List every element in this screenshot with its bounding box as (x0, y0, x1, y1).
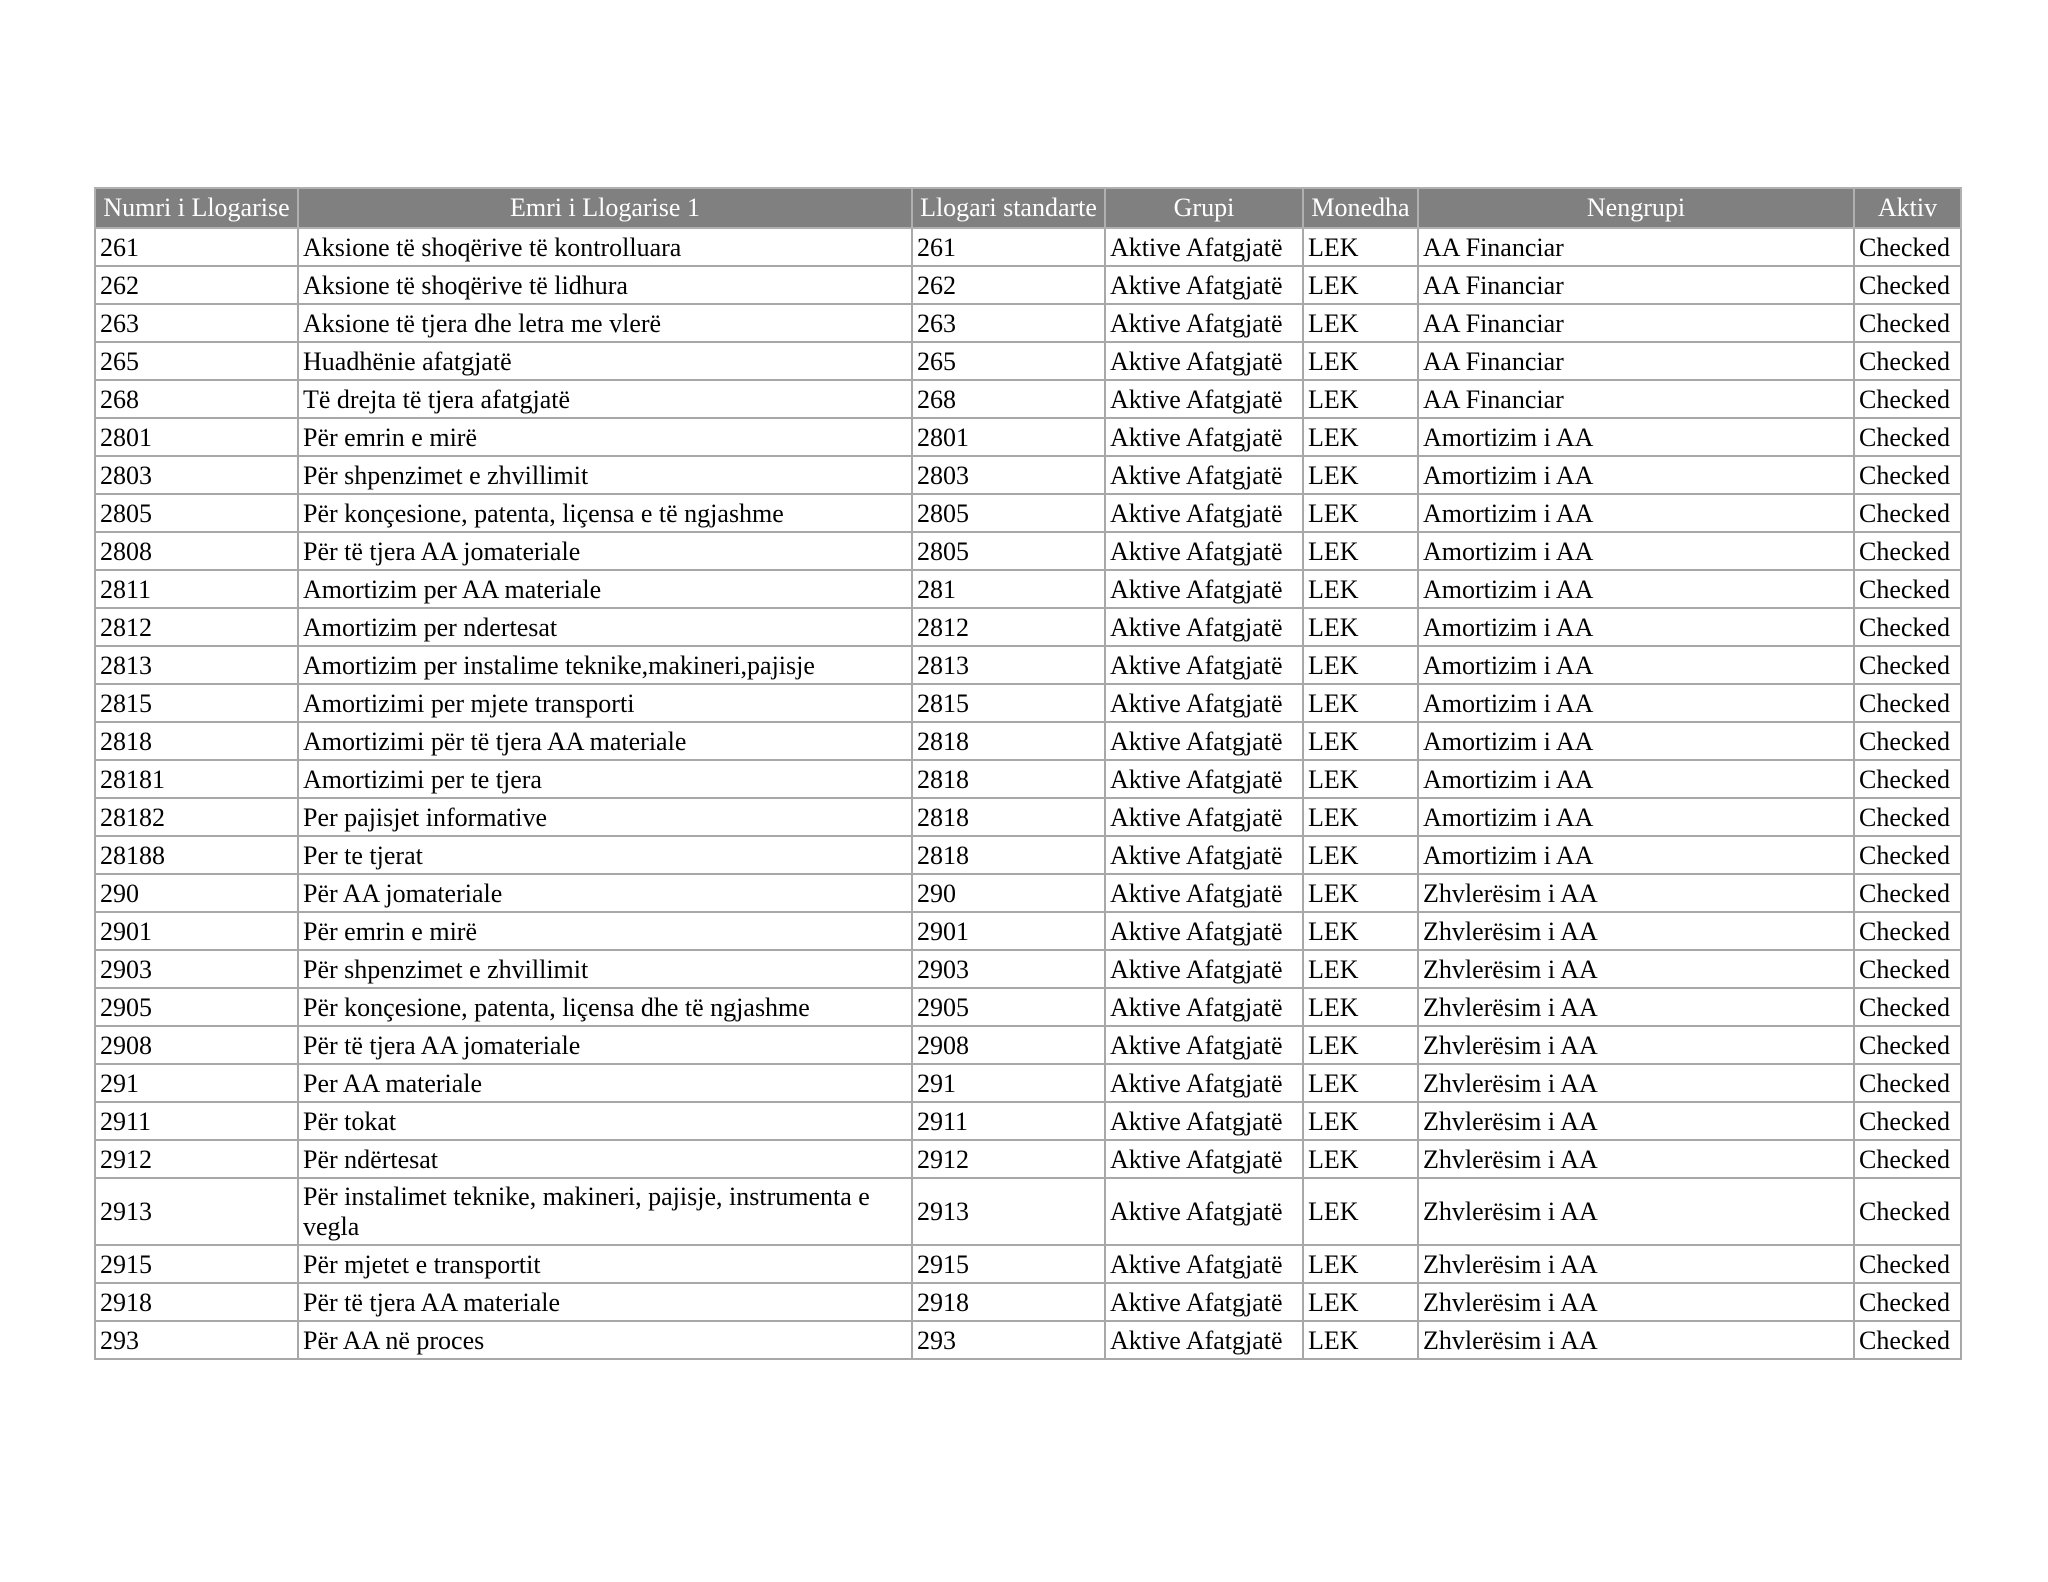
cell-account-number: 2813 (95, 646, 298, 684)
cell-standard-account: 2803 (912, 456, 1105, 494)
cell-active: Checked (1854, 988, 1961, 1026)
cell-subgroup: Zhvlerësim i AA (1418, 1245, 1854, 1283)
cell-active: Checked (1854, 570, 1961, 608)
cell-group: Aktive Afatgjatë (1105, 228, 1303, 266)
cell-active: Checked (1854, 1064, 1961, 1102)
table-body (95, 228, 1961, 1359)
cell-group: Aktive Afatgjatë (1105, 342, 1303, 380)
cell-account-number: 2905 (95, 988, 298, 1026)
table-row (95, 1245, 1961, 1283)
cell-currency: LEK (1303, 380, 1418, 418)
cell-subgroup: Zhvlerësim i AA (1418, 1026, 1854, 1064)
cell-standard-account: 2818 (912, 798, 1105, 836)
cell-currency: LEK (1303, 1140, 1418, 1178)
cell-subgroup: Zhvlerësim i AA (1418, 1321, 1854, 1359)
cell-active: Checked (1854, 608, 1961, 646)
cell-active: Checked (1854, 1321, 1961, 1359)
cell-standard-account: 2913 (912, 1178, 1105, 1245)
cell-standard-account: 263 (912, 304, 1105, 342)
cell-account-name: Për konçesione, patenta, liçensa dhe të ngjashme (298, 988, 912, 1026)
cell-subgroup: Amortizim i AA (1418, 608, 1854, 646)
cell-account-number: 2915 (95, 1245, 298, 1283)
cell-standard-account: 2905 (912, 988, 1105, 1026)
table-row (95, 570, 1961, 608)
table-row (95, 874, 1961, 912)
cell-account-name: Amortizimi per te tjera (298, 760, 912, 798)
cell-account-name: Për konçesione, patenta, liçensa e të ngjashme (298, 494, 912, 532)
table-row (95, 418, 1961, 456)
table-row (95, 494, 1961, 532)
cell-currency: LEK (1303, 532, 1418, 570)
table-row (95, 342, 1961, 380)
cell-account-name: Për mjetet e transportit (298, 1245, 912, 1283)
cell-active: Checked (1854, 798, 1961, 836)
cell-standard-account: 2805 (912, 532, 1105, 570)
cell-account-name: Për AA në proces (298, 1321, 912, 1359)
cell-currency: LEK (1303, 570, 1418, 608)
cell-group: Aktive Afatgjatë (1105, 266, 1303, 304)
cell-account-name: Për instalimet teknike, makineri, pajisje, instrumenta e vegla (298, 1178, 912, 1245)
cell-standard-account: 2812 (912, 608, 1105, 646)
cell-active: Checked (1854, 722, 1961, 760)
cell-account-name: Per te tjerat (298, 836, 912, 874)
column-header-group: Grupi (1105, 188, 1303, 228)
column-header-standard-account: Llogari standarte (912, 188, 1105, 228)
cell-currency: LEK (1303, 988, 1418, 1026)
cell-standard-account: 2915 (912, 1245, 1105, 1283)
cell-active: Checked (1854, 1178, 1961, 1245)
table-row (95, 380, 1961, 418)
cell-account-number: 268 (95, 380, 298, 418)
cell-subgroup: AA Financiar (1418, 228, 1854, 266)
cell-group: Aktive Afatgjatë (1105, 380, 1303, 418)
cell-account-number: 2903 (95, 950, 298, 988)
cell-active: Checked (1854, 1140, 1961, 1178)
cell-account-name: Për emrin e mirë (298, 912, 912, 950)
cell-currency: LEK (1303, 760, 1418, 798)
cell-account-number: 2818 (95, 722, 298, 760)
cell-active: Checked (1854, 304, 1961, 342)
cell-group: Aktive Afatgjatë (1105, 1064, 1303, 1102)
cell-group: Aktive Afatgjatë (1105, 1178, 1303, 1245)
cell-subgroup: Amortizim i AA (1418, 570, 1854, 608)
table-row (95, 608, 1961, 646)
table-row (95, 988, 1961, 1026)
cell-subgroup: Amortizim i AA (1418, 456, 1854, 494)
column-header-currency: Monedha (1303, 188, 1418, 228)
cell-active: Checked (1854, 760, 1961, 798)
cell-account-name: Per pajisjet informative (298, 798, 912, 836)
cell-standard-account: 291 (912, 1064, 1105, 1102)
cell-subgroup: Zhvlerësim i AA (1418, 1140, 1854, 1178)
cell-group: Aktive Afatgjatë (1105, 912, 1303, 950)
cell-account-number: 2901 (95, 912, 298, 950)
cell-group: Aktive Afatgjatë (1105, 874, 1303, 912)
cell-standard-account: 2903 (912, 950, 1105, 988)
cell-account-name: Amortizim per ndertesat (298, 608, 912, 646)
cell-group: Aktive Afatgjatë (1105, 456, 1303, 494)
cell-group: Aktive Afatgjatë (1105, 1140, 1303, 1178)
cell-account-number: 28182 (95, 798, 298, 836)
cell-account-name: Aksione të tjera dhe letra me vlerë (298, 304, 912, 342)
cell-standard-account: 268 (912, 380, 1105, 418)
table-row (95, 1026, 1961, 1064)
cell-subgroup: Amortizim i AA (1418, 646, 1854, 684)
cell-account-number: 291 (95, 1064, 298, 1102)
cell-account-number: 263 (95, 304, 298, 342)
cell-account-name: Për të tjera AA jomateriale (298, 532, 912, 570)
cell-account-name: Amortizim per instalime teknike,makineri,pajisje (298, 646, 912, 684)
cell-account-number: 2812 (95, 608, 298, 646)
cell-account-name: Aksione të shoqërive të kontrolluara (298, 228, 912, 266)
cell-group: Aktive Afatgjatë (1105, 988, 1303, 1026)
cell-standard-account: 2918 (912, 1283, 1105, 1321)
cell-active: Checked (1854, 1283, 1961, 1321)
cell-active: Checked (1854, 266, 1961, 304)
cell-group: Aktive Afatgjatë (1105, 1102, 1303, 1140)
table-row (95, 684, 1961, 722)
cell-group: Aktive Afatgjatë (1105, 494, 1303, 532)
cell-group: Aktive Afatgjatë (1105, 1245, 1303, 1283)
cell-account-name: Amortizimi per mjete transporti (298, 684, 912, 722)
cell-group: Aktive Afatgjatë (1105, 418, 1303, 456)
cell-subgroup: Amortizim i AA (1418, 684, 1854, 722)
cell-subgroup: AA Financiar (1418, 380, 1854, 418)
cell-account-name: Aksione të shoqërive të lidhura (298, 266, 912, 304)
cell-standard-account: 2908 (912, 1026, 1105, 1064)
cell-account-name: Për shpenzimet e zhvillimit (298, 950, 912, 988)
cell-currency: LEK (1303, 266, 1418, 304)
table-row (95, 760, 1961, 798)
column-header-subgroup: Nengrupi (1418, 188, 1854, 228)
cell-subgroup: Zhvlerësim i AA (1418, 950, 1854, 988)
cell-standard-account: 265 (912, 342, 1105, 380)
cell-group: Aktive Afatgjatë (1105, 1026, 1303, 1064)
table-row (95, 1178, 1961, 1245)
cell-group: Aktive Afatgjatë (1105, 684, 1303, 722)
cell-subgroup: AA Financiar (1418, 304, 1854, 342)
cell-account-name: Për të tjera AA materiale (298, 1283, 912, 1321)
cell-currency: LEK (1303, 304, 1418, 342)
cell-active: Checked (1854, 532, 1961, 570)
cell-active: Checked (1854, 228, 1961, 266)
cell-active: Checked (1854, 494, 1961, 532)
cell-group: Aktive Afatgjatë (1105, 646, 1303, 684)
cell-currency: LEK (1303, 798, 1418, 836)
table-row (95, 532, 1961, 570)
cell-account-name: Të drejta të tjera afatgjatë (298, 380, 912, 418)
table-row (95, 1064, 1961, 1102)
table-header-row (95, 188, 1961, 228)
cell-active: Checked (1854, 456, 1961, 494)
table-row (95, 1102, 1961, 1140)
cell-account-number: 2805 (95, 494, 298, 532)
column-header-active: Aktiv (1854, 188, 1961, 228)
cell-standard-account: 2818 (912, 760, 1105, 798)
cell-currency: LEK (1303, 608, 1418, 646)
cell-standard-account: 2815 (912, 684, 1105, 722)
cell-group: Aktive Afatgjatë (1105, 836, 1303, 874)
cell-group: Aktive Afatgjatë (1105, 950, 1303, 988)
cell-active: Checked (1854, 836, 1961, 874)
table-row (95, 1283, 1961, 1321)
cell-currency: LEK (1303, 722, 1418, 760)
cell-group: Aktive Afatgjatë (1105, 304, 1303, 342)
cell-subgroup: Amortizim i AA (1418, 760, 1854, 798)
table-row (95, 456, 1961, 494)
cell-subgroup: Zhvlerësim i AA (1418, 1178, 1854, 1245)
cell-account-number: 293 (95, 1321, 298, 1359)
cell-standard-account: 281 (912, 570, 1105, 608)
cell-account-number: 2801 (95, 418, 298, 456)
cell-active: Checked (1854, 950, 1961, 988)
cell-standard-account: 290 (912, 874, 1105, 912)
cell-subgroup: Amortizim i AA (1418, 494, 1854, 532)
cell-account-name: Për shpenzimet e zhvillimit (298, 456, 912, 494)
cell-subgroup: AA Financiar (1418, 342, 1854, 380)
table-row (95, 266, 1961, 304)
cell-group: Aktive Afatgjatë (1105, 798, 1303, 836)
cell-active: Checked (1854, 380, 1961, 418)
cell-subgroup: Amortizim i AA (1418, 836, 1854, 874)
cell-account-name: Huadhënie afatgjatë (298, 342, 912, 380)
cell-subgroup: Zhvlerësim i AA (1418, 1064, 1854, 1102)
cell-group: Aktive Afatgjatë (1105, 532, 1303, 570)
cell-account-name: Amortizim per AA materiale (298, 570, 912, 608)
cell-standard-account: 2813 (912, 646, 1105, 684)
cell-active: Checked (1854, 646, 1961, 684)
cell-subgroup: Zhvlerësim i AA (1418, 988, 1854, 1026)
cell-group: Aktive Afatgjatë (1105, 722, 1303, 760)
cell-standard-account: 2801 (912, 418, 1105, 456)
cell-currency: LEK (1303, 342, 1418, 380)
cell-account-number: 2911 (95, 1102, 298, 1140)
table-row (95, 1140, 1961, 1178)
cell-subgroup: Amortizim i AA (1418, 532, 1854, 570)
cell-standard-account: 2818 (912, 722, 1105, 760)
cell-currency: LEK (1303, 1321, 1418, 1359)
cell-account-number: 290 (95, 874, 298, 912)
cell-account-number: 2918 (95, 1283, 298, 1321)
table-row (95, 836, 1961, 874)
cell-subgroup: AA Financiar (1418, 266, 1854, 304)
cell-currency: LEK (1303, 494, 1418, 532)
cell-group: Aktive Afatgjatë (1105, 570, 1303, 608)
cell-account-name: Amortizimi për të tjera AA materiale (298, 722, 912, 760)
cell-account-number: 2913 (95, 1178, 298, 1245)
cell-account-number: 261 (95, 228, 298, 266)
cell-standard-account: 261 (912, 228, 1105, 266)
cell-currency: LEK (1303, 1102, 1418, 1140)
cell-currency: LEK (1303, 684, 1418, 722)
table-row (95, 912, 1961, 950)
cell-currency: LEK (1303, 950, 1418, 988)
table-row (95, 228, 1961, 266)
table-row (95, 950, 1961, 988)
cell-group: Aktive Afatgjatë (1105, 608, 1303, 646)
table-row (95, 798, 1961, 836)
cell-group: Aktive Afatgjatë (1105, 1321, 1303, 1359)
cell-account-name: Për të tjera AA jomateriale (298, 1026, 912, 1064)
cell-currency: LEK (1303, 1026, 1418, 1064)
cell-active: Checked (1854, 912, 1961, 950)
cell-active: Checked (1854, 342, 1961, 380)
cell-currency: LEK (1303, 1064, 1418, 1102)
cell-account-name: Për ndërtesat (298, 1140, 912, 1178)
cell-currency: LEK (1303, 874, 1418, 912)
cell-active: Checked (1854, 1245, 1961, 1283)
cell-subgroup: Amortizim i AA (1418, 722, 1854, 760)
cell-account-number: 28188 (95, 836, 298, 874)
cell-account-name: Për emrin e mirë (298, 418, 912, 456)
table-row (95, 304, 1961, 342)
cell-currency: LEK (1303, 1245, 1418, 1283)
cell-currency: LEK (1303, 1283, 1418, 1321)
cell-subgroup: Zhvlerësim i AA (1418, 1102, 1854, 1140)
cell-standard-account: 2805 (912, 494, 1105, 532)
cell-currency: LEK (1303, 646, 1418, 684)
table-row (95, 722, 1961, 760)
cell-account-number: 28181 (95, 760, 298, 798)
cell-account-number: 2811 (95, 570, 298, 608)
cell-active: Checked (1854, 1026, 1961, 1064)
cell-group: Aktive Afatgjatë (1105, 760, 1303, 798)
cell-standard-account: 2912 (912, 1140, 1105, 1178)
table-row (95, 1321, 1961, 1359)
cell-subgroup: Amortizim i AA (1418, 418, 1854, 456)
cell-standard-account: 2901 (912, 912, 1105, 950)
cell-currency: LEK (1303, 836, 1418, 874)
cell-active: Checked (1854, 684, 1961, 722)
cell-group: Aktive Afatgjatë (1105, 1283, 1303, 1321)
cell-active: Checked (1854, 1102, 1961, 1140)
cell-account-number: 265 (95, 342, 298, 380)
cell-subgroup: Zhvlerësim i AA (1418, 912, 1854, 950)
cell-account-number: 262 (95, 266, 298, 304)
cell-subgroup: Amortizim i AA (1418, 798, 1854, 836)
cell-account-name: Për AA jomateriale (298, 874, 912, 912)
cell-standard-account: 262 (912, 266, 1105, 304)
cell-active: Checked (1854, 418, 1961, 456)
cell-currency: LEK (1303, 228, 1418, 266)
chart-of-accounts-table (94, 187, 1962, 1360)
cell-active: Checked (1854, 874, 1961, 912)
cell-account-number: 2803 (95, 456, 298, 494)
cell-account-number: 2815 (95, 684, 298, 722)
cell-standard-account: 293 (912, 1321, 1105, 1359)
cell-account-number: 2908 (95, 1026, 298, 1064)
cell-currency: LEK (1303, 418, 1418, 456)
cell-currency: LEK (1303, 912, 1418, 950)
cell-account-name: Për tokat (298, 1102, 912, 1140)
cell-subgroup: Zhvlerësim i AA (1418, 1283, 1854, 1321)
cell-subgroup: Zhvlerësim i AA (1418, 874, 1854, 912)
table-row (95, 646, 1961, 684)
cell-account-number: 2808 (95, 532, 298, 570)
cell-currency: LEK (1303, 1178, 1418, 1245)
cell-standard-account: 2911 (912, 1102, 1105, 1140)
cell-account-number: 2912 (95, 1140, 298, 1178)
column-header-account-name: Emri i Llogarise 1 (298, 188, 912, 228)
column-header-account-number: Numri i Llogarise (95, 188, 298, 228)
cell-standard-account: 2818 (912, 836, 1105, 874)
cell-account-name: Per AA materiale (298, 1064, 912, 1102)
cell-currency: LEK (1303, 456, 1418, 494)
